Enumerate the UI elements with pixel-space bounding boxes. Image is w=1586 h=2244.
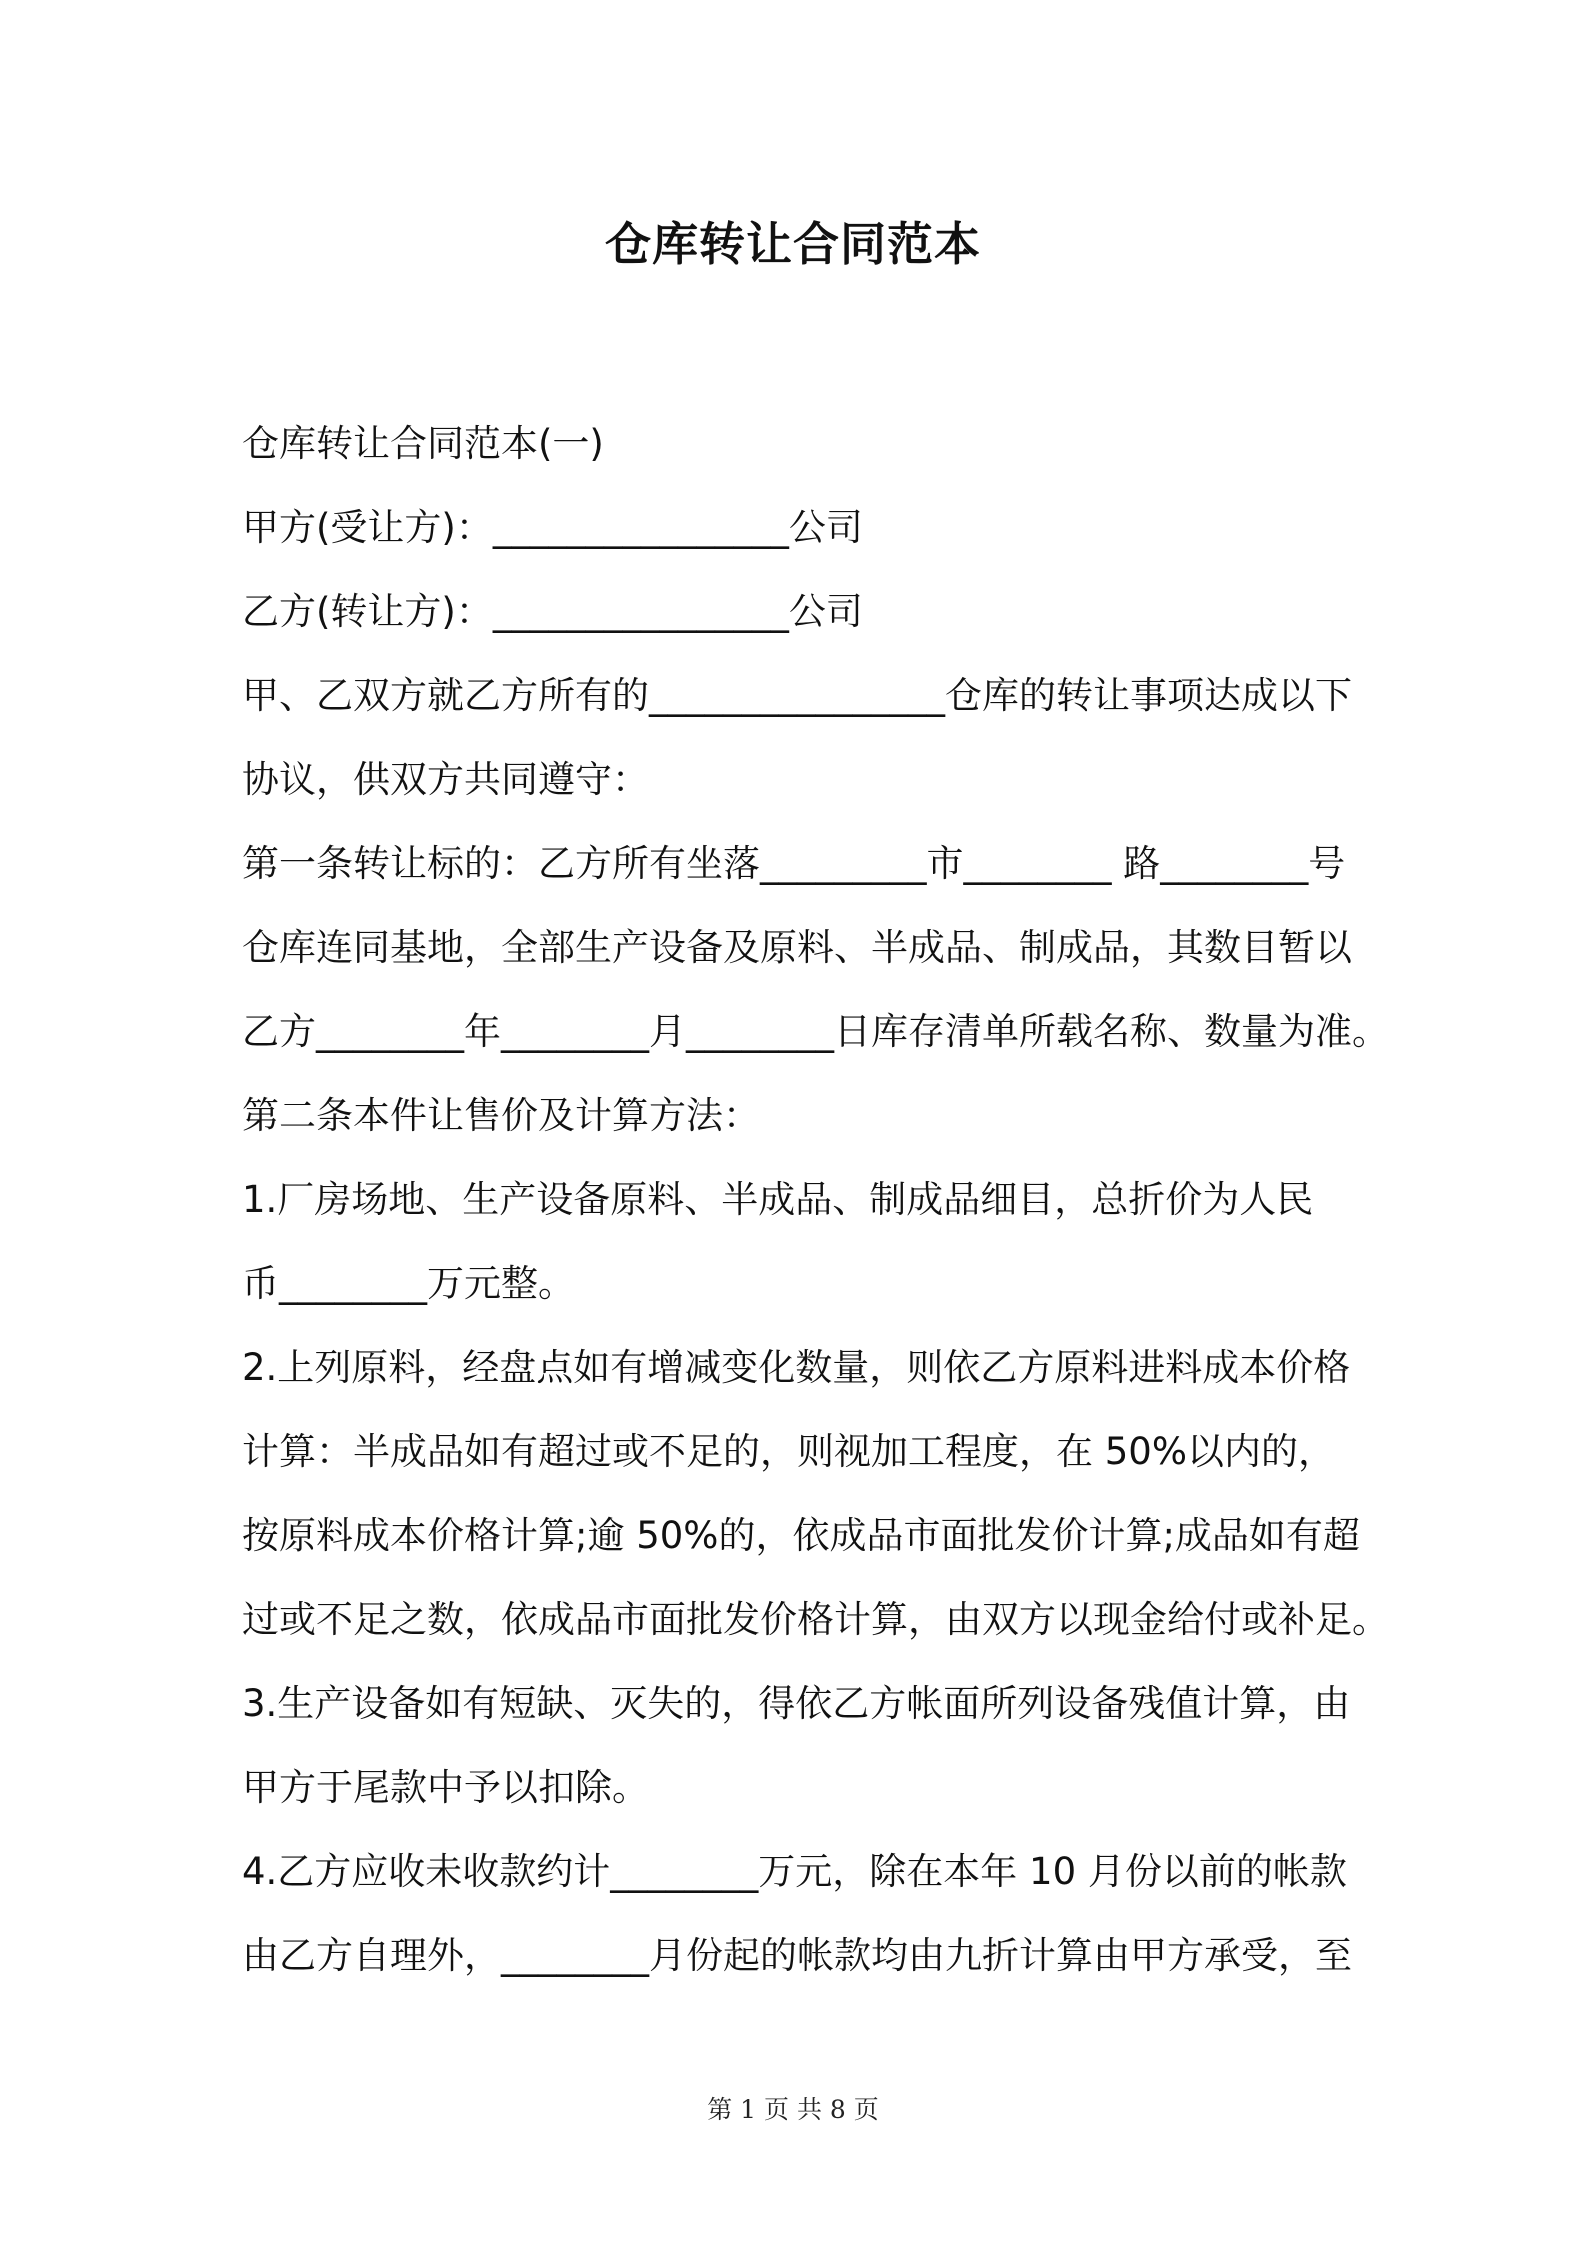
body-line: 1.厂房场地、生产设备原料、半成品、制成品细目，总折价为人民 bbox=[242, 1178, 1314, 1221]
body-line: 计算：半成品如有超过或不足的，则视加工程度，在 50%以内的， bbox=[242, 1430, 1335, 1473]
body-line: 协议，供双方共同遵守： bbox=[242, 758, 649, 801]
document-title: 仓库转让合同范本 bbox=[605, 217, 981, 271]
body-line: 甲方(受让方)：________________公司 bbox=[242, 506, 863, 549]
body-line: 4.乙方应收未收款约计________万元，除在本年 10 月份以前的帐款 bbox=[242, 1850, 1347, 1893]
body-line: 甲、乙双方就乙方所有的________________仓库的转让事项达成以下 bbox=[242, 674, 1352, 717]
body-line: 甲方于尾款中予以扣除。 bbox=[242, 1766, 649, 1809]
body-line: 按原料成本价格计算;逾 50%的，依成品市面批发价计算;成品如有超 bbox=[242, 1514, 1360, 1557]
body-line: 2.上列原料，经盘点如有增减变化数量，则依乙方原料进料成本价格 bbox=[242, 1346, 1351, 1389]
body-line: 第二条本件让售价及计算方法： bbox=[242, 1094, 760, 1137]
body-line: 过或不足之数，依成品市面批发价格计算，由双方以现金给付或补足。 bbox=[242, 1598, 1389, 1641]
body-line: 仓库转让合同范本(一) bbox=[242, 422, 604, 465]
body-line: 由乙方自理外，________月份起的帐款均由九折计算由甲方承受，至 bbox=[242, 1934, 1352, 1977]
body-line: 币________万元整。 bbox=[242, 1262, 575, 1305]
body-line: 乙方________年________月________日库存清单所载名称、数量为准。 bbox=[242, 1010, 1389, 1053]
body-line: 3.生产设备如有短缺、灭失的，得依乙方帐面所列设备残值计算，由 bbox=[242, 1682, 1351, 1725]
page-number-footer: 第 1 页 共 8 页 bbox=[707, 2095, 879, 2124]
document-body bbox=[242, 402, 1389, 1998]
body-line: 第一条转让标的：乙方所有坐落_________市________ 路________号 bbox=[242, 842, 1346, 885]
body-line: 乙方(转让方)：________________公司 bbox=[242, 590, 863, 633]
body-line: 仓库连同基地，全部生产设备及原料、半成品、制成品，其数目暂以 bbox=[242, 926, 1352, 969]
